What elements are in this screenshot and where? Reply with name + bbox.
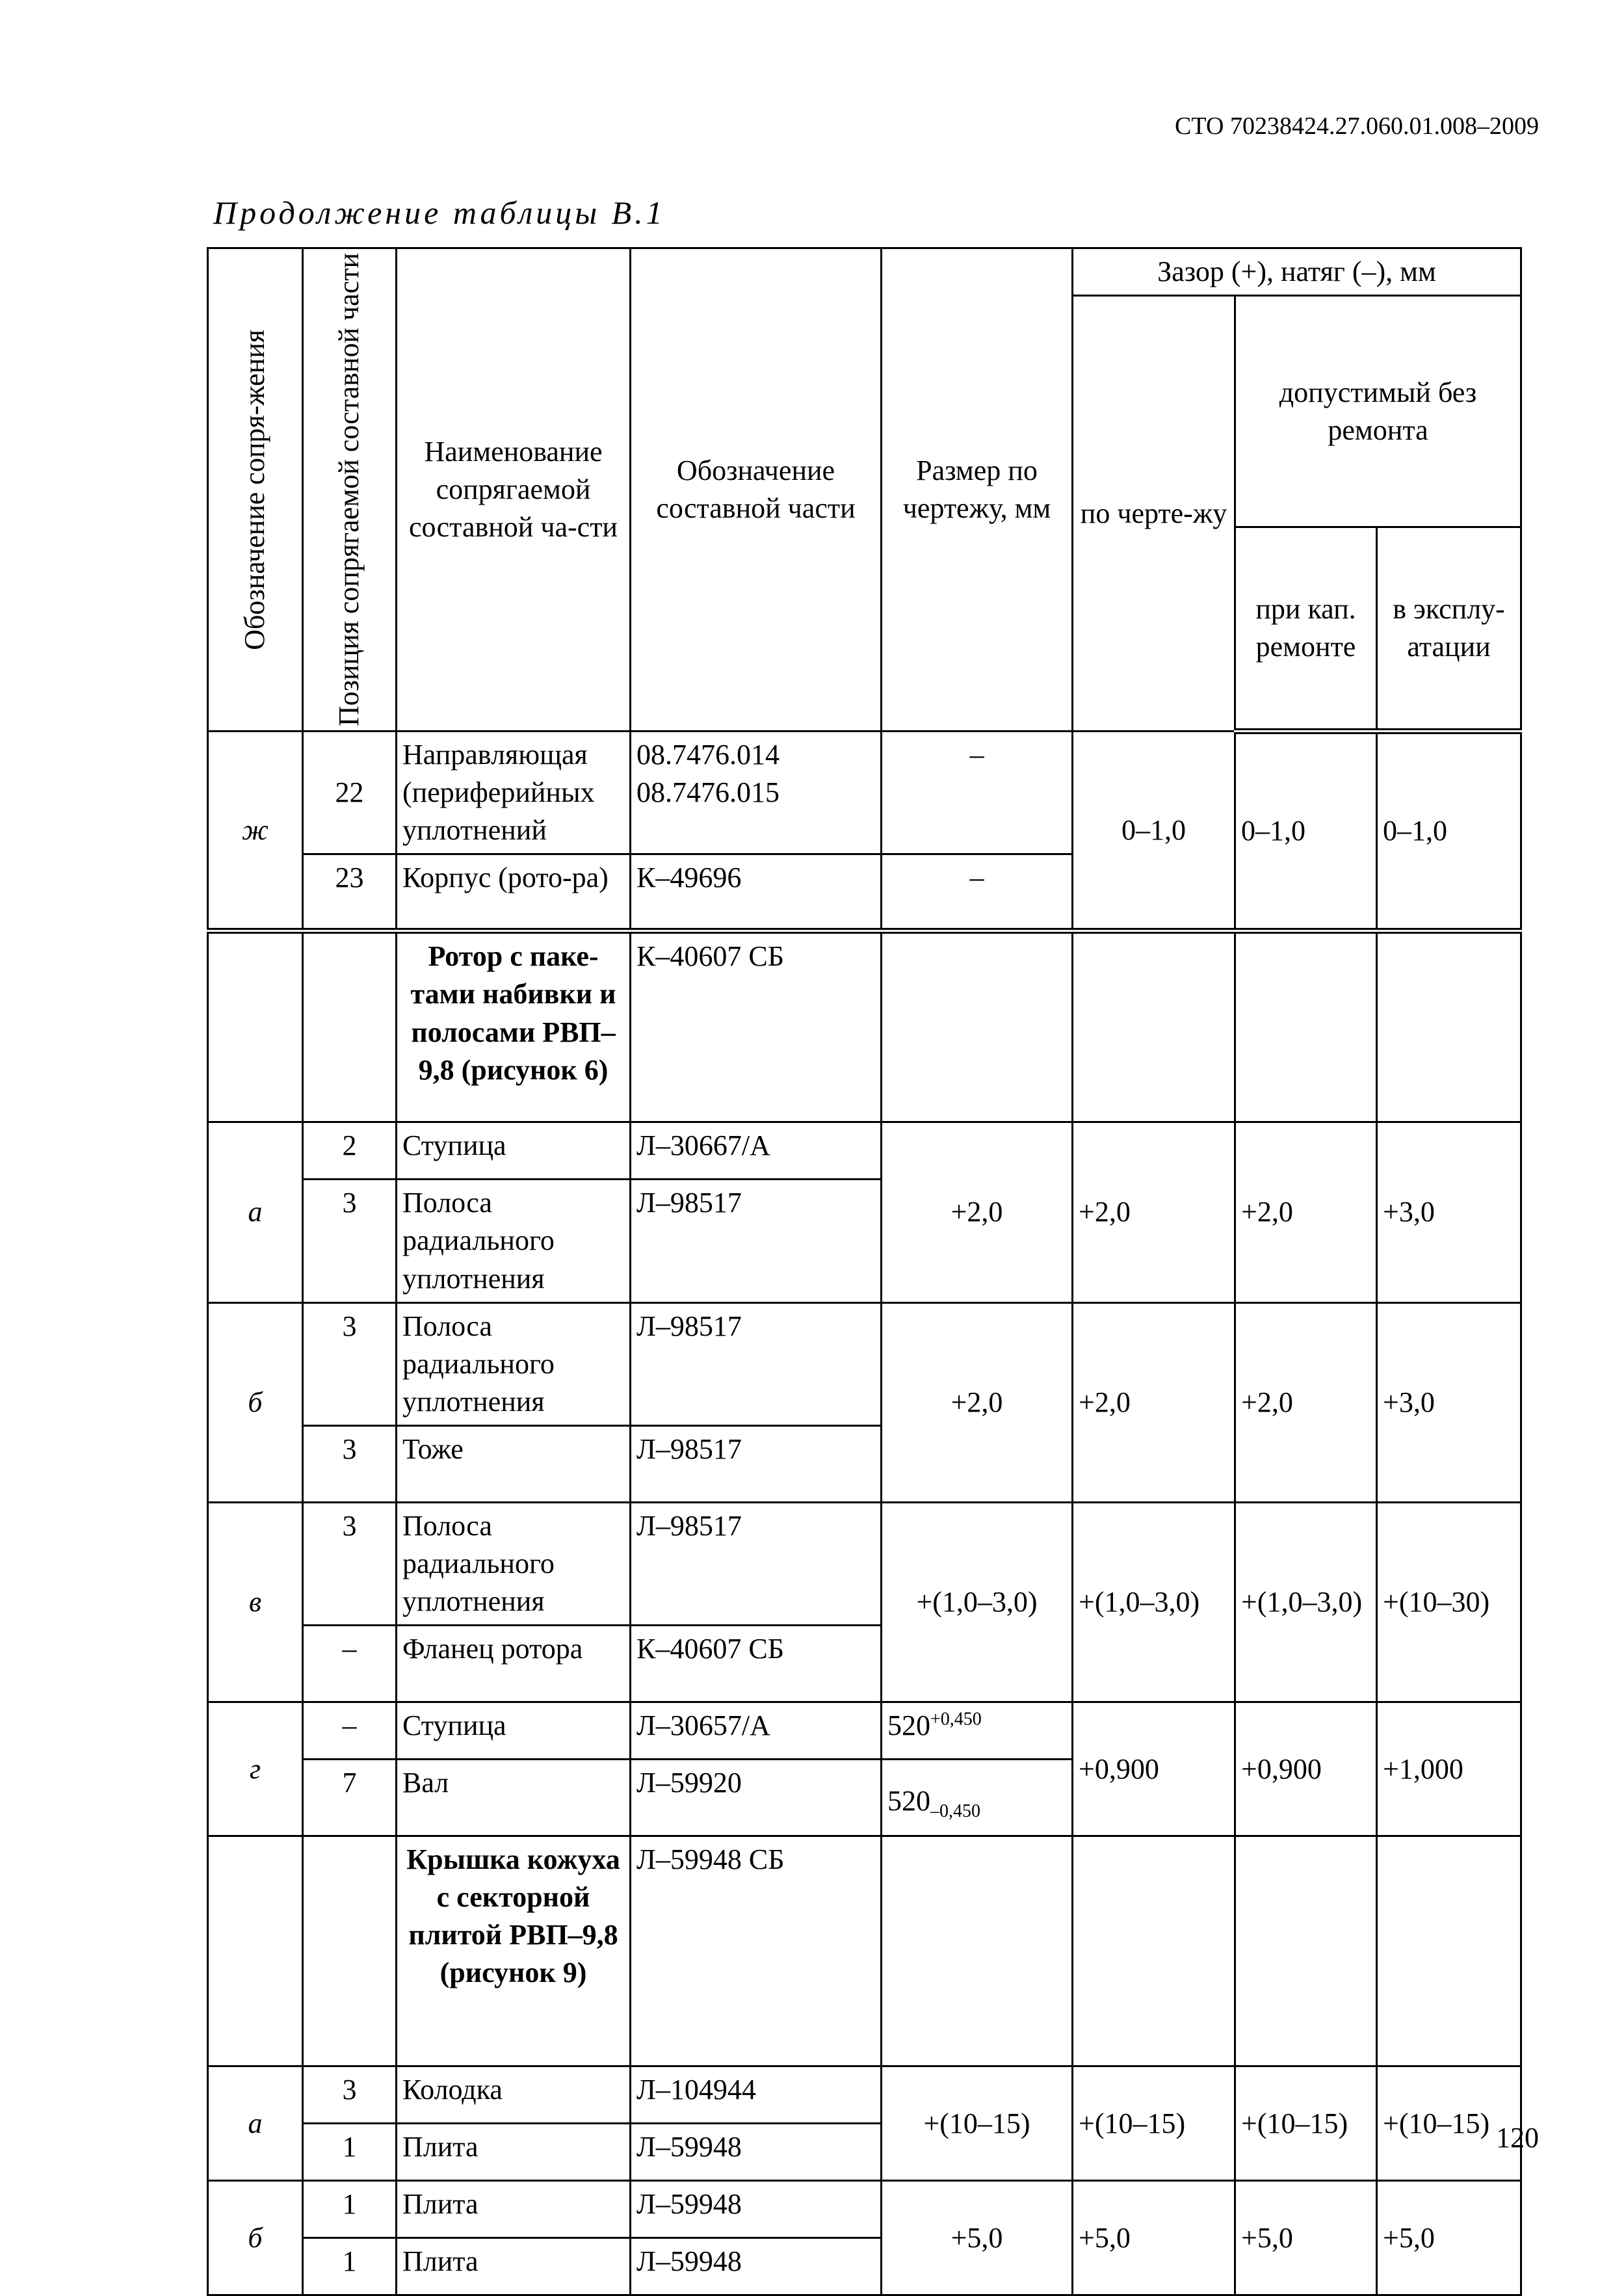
gap-by-drawing: +2,0 bbox=[1073, 1302, 1235, 1502]
row-designation: Л–104944 bbox=[631, 2066, 882, 2124]
gap-by-drawing: 0–1,0 bbox=[1073, 732, 1235, 931]
row-designation: Л–30667/А bbox=[631, 1122, 882, 1180]
row-designation: Л–98517 bbox=[631, 1502, 882, 1625]
row-name: Плита bbox=[397, 2181, 631, 2238]
group-code: а bbox=[208, 1122, 303, 1302]
gap-by-drawing: +(1,0–3,0) bbox=[1073, 1502, 1235, 1702]
row-name: Фланец ротора bbox=[397, 1626, 631, 1702]
header-position: Позиция сопрягаемой составной части bbox=[303, 248, 397, 732]
row-name: Полоса радиального уплотнения bbox=[397, 1502, 631, 1625]
row-name: Тоже bbox=[397, 1425, 631, 1502]
row-name: Плита bbox=[397, 2238, 631, 2295]
empty-cell bbox=[208, 1836, 303, 2066]
empty-cell bbox=[208, 931, 303, 1122]
header-gap-group: Зазор (+), натяг (–), мм bbox=[1073, 248, 1521, 296]
row-position: 1 bbox=[303, 2181, 397, 2238]
empty-cell bbox=[1377, 1836, 1521, 2066]
header-permissible: допустимый без ремонта bbox=[1235, 296, 1521, 527]
size-tolerance: –0,450 bbox=[930, 1801, 980, 1821]
header-code: Обозначение сопря-жения bbox=[208, 248, 303, 732]
header-in-operation: в эксплу-атации bbox=[1377, 527, 1521, 732]
row-position: 22 bbox=[303, 732, 397, 854]
row-name: Корпус (рото-ра) bbox=[397, 854, 631, 931]
header-by-drawing: по черте-жу bbox=[1073, 296, 1235, 732]
gap-in-operation: +3,0 bbox=[1377, 1122, 1521, 1302]
gap-major-repair: +(1,0–3,0) bbox=[1235, 1502, 1377, 1702]
row-size bbox=[882, 1760, 1073, 1836]
gap-by-drawing: +(10–15) bbox=[1073, 2066, 1235, 2181]
row-position: 3 bbox=[303, 1502, 397, 1625]
row-size: +2,0 bbox=[882, 1302, 1073, 1502]
gap-in-operation: +1,000 bbox=[1377, 1702, 1521, 1836]
assembly-designation: Л–59948 СБ bbox=[631, 1836, 882, 2066]
page-number: 120 bbox=[1496, 2122, 1539, 2154]
row-position: – bbox=[303, 1626, 397, 1702]
gap-major-repair: +5,0 bbox=[1235, 2181, 1377, 2295]
group-code: в bbox=[208, 1502, 303, 1702]
row-size: +5,0 bbox=[882, 2181, 1073, 2295]
row-designation: К–49696 bbox=[631, 854, 882, 931]
group-code: б bbox=[208, 2181, 303, 2295]
row-designation: Л–30657/А bbox=[631, 1702, 882, 1760]
row-position: 2 bbox=[303, 1122, 397, 1180]
gap-major-repair: +2,0 bbox=[1235, 1302, 1377, 1502]
row-size bbox=[882, 1702, 1073, 1760]
size-tolerance: +0,450 bbox=[930, 1709, 982, 1730]
row-designation: Л–98517 bbox=[631, 1180, 882, 1302]
group-code: а bbox=[208, 2066, 303, 2181]
empty-cell bbox=[1377, 931, 1521, 1122]
row-name: Плита bbox=[397, 2124, 631, 2181]
gap-in-operation: +(10–30) bbox=[1377, 1502, 1521, 1702]
row-name: Колодка bbox=[397, 2066, 631, 2124]
gap-by-drawing: +5,0 bbox=[1073, 2181, 1235, 2295]
row-designation: Л–59920 bbox=[631, 1760, 882, 1836]
table-caption: Продолжение таблицы В.1 bbox=[213, 194, 666, 231]
row-name: Ступица bbox=[397, 1702, 631, 1760]
group-code: г bbox=[208, 1702, 303, 1836]
row-designation: Л–59948 bbox=[631, 2238, 882, 2295]
group-code: ж bbox=[208, 732, 303, 931]
row-size: – bbox=[882, 854, 1073, 931]
row-position: 1 bbox=[303, 2238, 397, 2295]
row-position: 3 bbox=[303, 1180, 397, 1302]
gap-major-repair: +2,0 bbox=[1235, 1122, 1377, 1302]
row-size: – bbox=[882, 732, 1073, 854]
row-position: 3 bbox=[303, 1302, 397, 1425]
gap-by-drawing: +2,0 bbox=[1073, 1122, 1235, 1302]
row-designation: 08.7476.014 08.7476.015 bbox=[631, 732, 882, 854]
row-position: – bbox=[303, 1702, 397, 1760]
empty-cell bbox=[1235, 1836, 1377, 2066]
gap-in-operation: +3,0 bbox=[1377, 1302, 1521, 1502]
row-name: Вал bbox=[397, 1760, 631, 1836]
empty-cell bbox=[882, 1836, 1073, 2066]
header-designation: Обозначение составной части bbox=[631, 248, 882, 732]
row-designation: Л–59948 bbox=[631, 2124, 882, 2181]
header-name: Наименование сопрягаемой составной ча-сти bbox=[397, 248, 631, 732]
gap-by-drawing: +0,900 bbox=[1073, 1702, 1235, 1836]
empty-cell bbox=[882, 931, 1073, 1122]
row-name: Полоса радиального уплотнения bbox=[397, 1180, 631, 1302]
row-designation: К–40607 СБ bbox=[631, 1626, 882, 1702]
empty-cell bbox=[1073, 1836, 1235, 2066]
empty-cell bbox=[1073, 931, 1235, 1122]
row-size: +2,0 bbox=[882, 1122, 1073, 1302]
gap-in-operation: 0–1,0 bbox=[1377, 732, 1521, 931]
gap-major-repair: +(10–15) bbox=[1235, 2066, 1377, 2181]
row-designation: Л–98517 bbox=[631, 1302, 882, 1425]
row-name: Направляющая (периферийных уплотнений bbox=[397, 732, 631, 854]
row-position: 7 bbox=[303, 1760, 397, 1836]
empty-cell bbox=[303, 931, 397, 1122]
header-major-repair: при кап. ремонте bbox=[1235, 527, 1377, 732]
row-name: Ступица bbox=[397, 1122, 631, 1180]
gap-in-operation: +(10–15) bbox=[1377, 2066, 1521, 2181]
row-name: Полоса радиального уплотнения bbox=[397, 1302, 631, 1425]
row-designation: Л–98517 bbox=[631, 1425, 882, 1502]
header-drawing-size: Размер по чертежу, мм bbox=[882, 248, 1073, 732]
size-base: 520 bbox=[887, 1785, 930, 1817]
empty-cell bbox=[303, 1836, 397, 2066]
row-position: 3 bbox=[303, 1425, 397, 1502]
gap-major-repair: 0–1,0 bbox=[1235, 732, 1377, 931]
spec-table bbox=[207, 247, 1522, 2296]
assembly-title: Ротор с паке-тами набивки и полосами РВП–9,8 (рисунок 6) bbox=[397, 931, 631, 1122]
row-size: +(1,0–3,0) bbox=[882, 1502, 1073, 1702]
row-position: 1 bbox=[303, 2124, 397, 2181]
row-position: 3 bbox=[303, 2066, 397, 2124]
gap-in-operation: +5,0 bbox=[1377, 2181, 1521, 2295]
size-base: 520 bbox=[887, 1709, 930, 1742]
gap-major-repair: +0,900 bbox=[1235, 1702, 1377, 1836]
row-size: +(10–15) bbox=[882, 2066, 1073, 2181]
row-position: 23 bbox=[303, 854, 397, 931]
empty-cell bbox=[1235, 931, 1377, 1122]
row-designation: Л–59948 bbox=[631, 2181, 882, 2238]
assembly-title: Крышка кожуха с секторной плитой РВП–9,8 (рисунок 9) bbox=[397, 1836, 631, 2066]
document-code: СТО 70238424.27.060.01.008–2009 bbox=[1175, 112, 1539, 140]
assembly-designation: К–40607 СБ bbox=[631, 931, 882, 1122]
group-code: б bbox=[208, 1302, 303, 1502]
